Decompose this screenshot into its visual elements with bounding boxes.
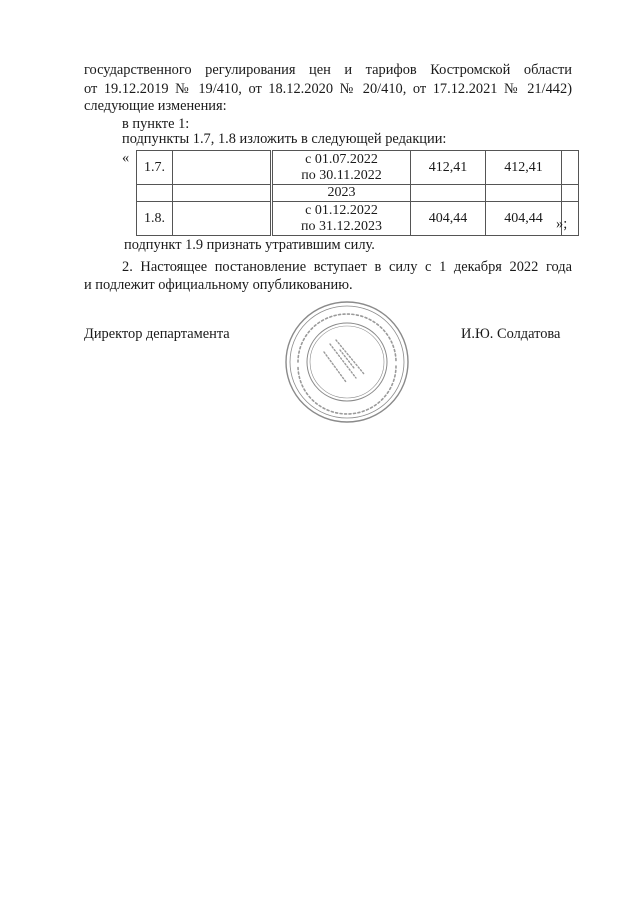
table-cell-value: 412,41 [486, 151, 562, 185]
table-cell-value: 404,44 [411, 202, 486, 236]
signer-title: Директор департамента [84, 326, 230, 342]
table-row [137, 185, 579, 202]
period-start: с 01.12.2022 [305, 202, 378, 218]
signer-name: И.Ю. Солдатова [461, 326, 561, 342]
table-cell-year: 2023 [272, 185, 411, 202]
period-end: по 30.11.2022 [301, 167, 382, 183]
paragraph-line: подпункт 1.9 признать утратившим силу. [124, 237, 375, 253]
paragraph-line: от 19.12.2019 № 19/410, от 18.12.2020 № 20/410, от 17.12.2021 № 21/442) [84, 81, 572, 97]
table-cell-empty [486, 185, 562, 202]
table-cell-value: 404,44 [486, 202, 562, 236]
closing-quote: »; [556, 216, 568, 232]
table-cell-period [272, 151, 411, 185]
opening-quote: « [122, 150, 130, 166]
table-cell-empty [173, 185, 272, 202]
table-cell-empty [411, 185, 486, 202]
subpoints-heading: подпункты 1.7, 1.8 изложить в следующей редакции: [122, 131, 447, 147]
paragraph-line: 2. Настоящее постановление вступает в силу с 1 декабря 2022 года [122, 259, 572, 275]
paragraph-line: государственного регулирования цен и тарифов Костромской области [84, 62, 572, 78]
table-cell-empty [562, 151, 579, 185]
table-cell-period [272, 202, 411, 236]
tariff-table [136, 150, 579, 236]
table-cell-value: 412,41 [411, 151, 486, 185]
official-stamp-icon [284, 300, 410, 424]
table-cell-number: 1.7. [137, 151, 173, 185]
table-cell-empty [137, 185, 173, 202]
table-row [137, 202, 579, 236]
period-start: с 01.07.2022 [305, 151, 378, 167]
table-cell-empty [562, 185, 579, 202]
table-cell-empty [173, 151, 272, 185]
table-row [137, 151, 579, 185]
table-cell-number: 1.8. [137, 202, 173, 236]
point-heading: в пункте 1: [122, 116, 190, 132]
period-end: по 31.12.2023 [301, 218, 382, 234]
paragraph-line: и подлежит официальному опубликованию. [84, 277, 353, 293]
table-cell-empty [173, 202, 272, 236]
paragraph-line: следующие изменения: [84, 98, 227, 114]
